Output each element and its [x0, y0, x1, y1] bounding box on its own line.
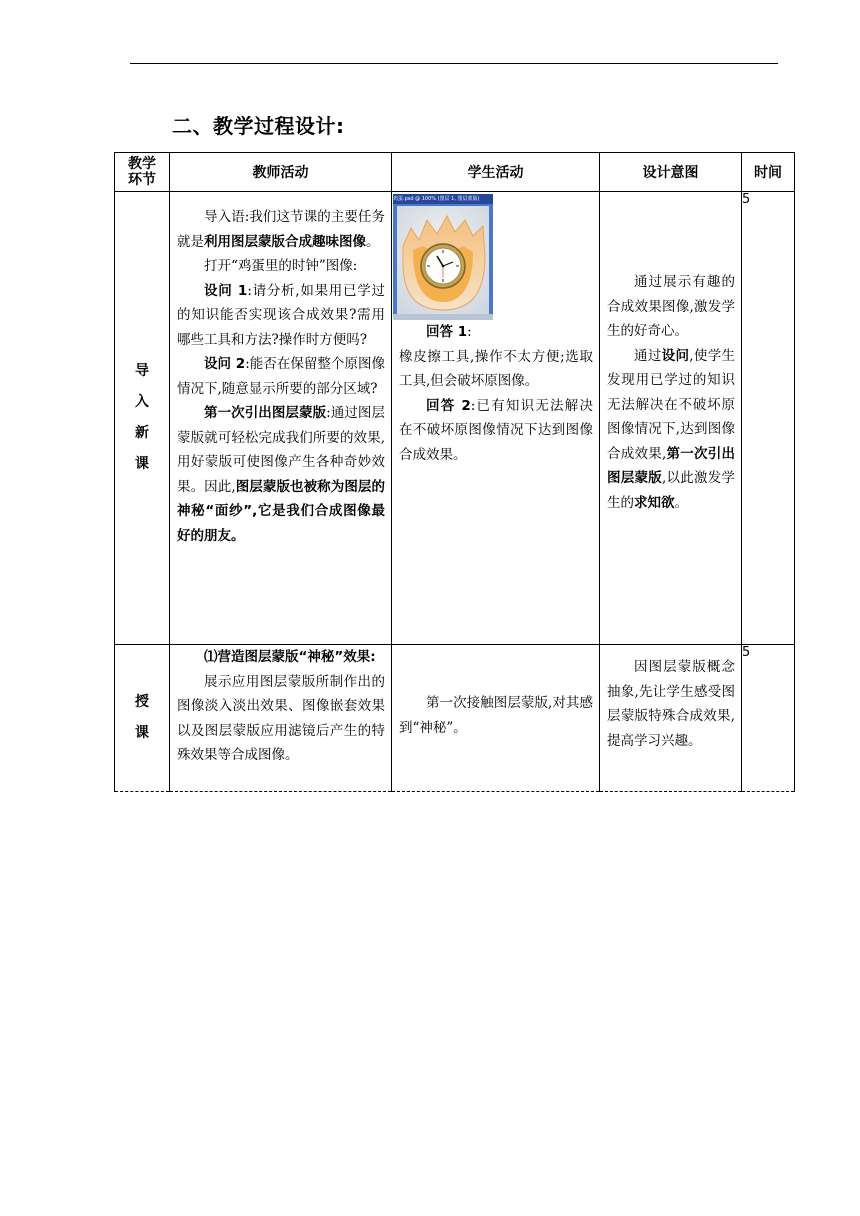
col-header-student: 学生活动 — [392, 153, 600, 192]
design-intent-teaching: 因图层蒙版概念抽象,先让学生感受图层蒙版特殊合成效果,提高学习兴趣。 — [600, 645, 742, 792]
table-row-intro — [115, 192, 795, 645]
section-title: 二、教学过程设计: — [172, 114, 345, 138]
lesson-design-table — [114, 152, 795, 792]
col-header-teacher: 教师活动 — [170, 153, 392, 192]
header-row — [115, 153, 795, 192]
stage-cell-intro: 导 入 新 课 — [115, 192, 170, 645]
student-activity-intro: 鸡蛋.psd @ 100% (图层 1, 图层蒙版) 回答 1: 橡皮擦工具,操作不太方便;选取工具,但会破坏原图像。 回答 2:已有知识无法解决在不破坏原图像情况下达到图像合成效果。 — [392, 192, 600, 645]
teacher-activity-intro: 导入语:我们这节课的主要任务就是利用图层蒙版合成趣味图像。 打开“鸡蛋里的时钟”图像: 设问 1:请分析,如果用已学过的知识能否实现该合成效果?需用哪些工具和方法?操作时方便吗? 设问 2:能否在保留整个原图像情况下,随意显示所要的部分区域? 第一次引出图层蒙版:通过图层蒙版就可轻松完成我们所要的效果,用好蒙版可使图像产生各种奇妙效果。因此,图层蒙版也被称为图层的神秘“面纱”,它是我们合成图像最好的朋友。 — [170, 192, 392, 645]
col-header-time: 时间 — [742, 153, 795, 192]
time-cell-intro: 5 — [742, 192, 795, 645]
col-header-stage: 教学环节 — [115, 153, 170, 192]
clock-in-egg-image: 鸡蛋.psd @ 100% (图层 1, 图层蒙版) — [393, 194, 493, 320]
table-row-teaching — [115, 645, 795, 792]
student-activity-teaching: 第一次接触图层蒙版,对其感到“神秘”。 — [392, 645, 600, 792]
teacher-activity-teaching: ⑴营造图层蒙版“神秘”效果: 展示应用图层蒙版所制作出的图像淡入淡出效果、图像嵌套效果以及图层蒙版应用滤镜后产生的特殊效果等合成图像。 — [170, 645, 392, 792]
stage-cell-teaching: 授 课 — [115, 645, 170, 792]
col-header-intent: 设计意图 — [600, 153, 742, 192]
design-intent-intro: 通过展示有趣的合成效果图像,激发学生的好奇心。 通过设问,使学生发现用已学过的知识无法解决在不破坏原图像情况下,达到图像合成效果,第一次引出图层蒙版,以此激发学生的求知欲。 — [600, 192, 742, 645]
header-rule — [130, 63, 778, 64]
time-cell-teaching: 5 — [742, 645, 795, 792]
